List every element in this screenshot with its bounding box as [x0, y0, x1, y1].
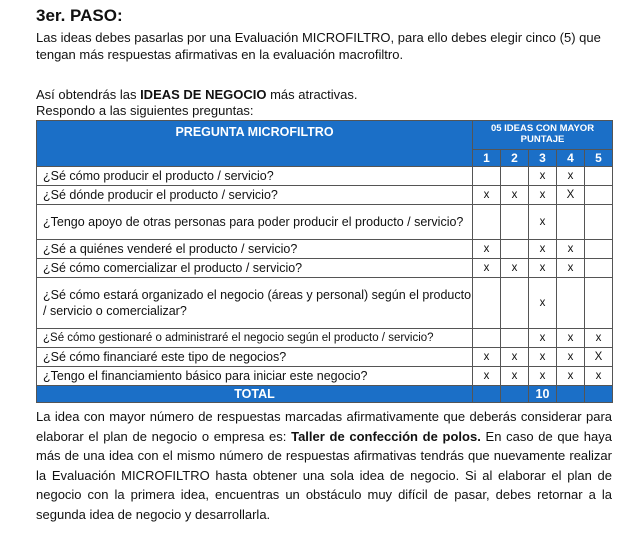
- step-heading: 3er. PASO:: [36, 6, 123, 25]
- question-cell: ¿Sé cómo comercializar el producto / servicio?: [37, 259, 473, 278]
- mark-cell: x: [529, 205, 557, 240]
- mark-cell: x: [473, 259, 501, 278]
- mark-cell: [585, 240, 613, 259]
- ideas-line-suffix: más atractivas.: [266, 87, 358, 102]
- conclusion-paragraph: [36, 407, 612, 525]
- mark-cell: X: [557, 186, 585, 205]
- question-cell: ¿Tengo el financiamiento básico para iniciar este negocio?: [37, 367, 473, 386]
- ideas-line-bold: IDEAS DE NEGOCIO: [140, 87, 267, 102]
- table-row: [37, 329, 613, 348]
- total-row: [37, 386, 613, 403]
- instructions-line: Respondo a las siguientes preguntas:: [36, 103, 254, 118]
- ideas-line: [36, 86, 358, 103]
- mark-cell: x: [473, 348, 501, 367]
- idea-number-header: 4: [557, 150, 585, 167]
- mark-cell: [473, 205, 501, 240]
- total-value-cell: [557, 386, 585, 403]
- mark-cell: x: [501, 367, 529, 386]
- mark-cell: [501, 167, 529, 186]
- idea-number-header: 2: [501, 150, 529, 167]
- intro-paragraph: Las ideas debes pasarlas por una Evaluación MICROFILTRO, para ello debes elegir cinco (5) que tengan más respuestas afirmativas en la evaluación macrofiltro.: [36, 30, 601, 62]
- mark-cell: x: [529, 167, 557, 186]
- mark-cell: x: [585, 367, 613, 386]
- idea-number-header: 3: [529, 150, 557, 167]
- mark-cell: x: [529, 186, 557, 205]
- mark-cell: [501, 205, 529, 240]
- mark-cell: [557, 278, 585, 329]
- table-row: [37, 186, 613, 205]
- table-row: [37, 167, 613, 186]
- mark-cell: [585, 278, 613, 329]
- mark-cell: x: [585, 329, 613, 348]
- total-value-cell: [585, 386, 613, 403]
- table-row: [37, 205, 613, 240]
- idea-number-header: 5: [585, 150, 613, 167]
- table-row: [37, 348, 613, 367]
- selected-idea: Taller de confección de polos.: [291, 428, 481, 444]
- mark-cell: [473, 329, 501, 348]
- table-row: [37, 367, 613, 386]
- question-cell: ¿Sé cómo financiaré este tipo de negocios?: [37, 348, 473, 367]
- mark-cell: [473, 278, 501, 329]
- mark-cell: x: [473, 186, 501, 205]
- question-cell: ¿Tengo apoyo de otras personas para poder producir el producto / servicio?: [37, 205, 473, 240]
- mark-cell: [585, 205, 613, 240]
- mark-cell: x: [529, 278, 557, 329]
- mark-cell: x: [529, 348, 557, 367]
- conclusion-prefix: La idea con mayor número de respuestas marcadas afirmativamente que deberás considerar para elaborar el plan de negocio o empresa es:: [36, 409, 612, 444]
- mark-cell: x: [529, 367, 557, 386]
- total-value-cell: [501, 386, 529, 403]
- mark-cell: [501, 329, 529, 348]
- table-row: [37, 259, 613, 278]
- mark-cell: [557, 205, 585, 240]
- mark-cell: x: [473, 367, 501, 386]
- question-cell: ¿Sé cómo producir el producto / servicio?: [37, 167, 473, 186]
- question-column-header: PREGUNTA MICROFILTRO: [37, 121, 473, 167]
- mark-cell: x: [529, 240, 557, 259]
- ideas-line-prefix: Así obtendrás las: [36, 87, 141, 102]
- mark-cell: [501, 240, 529, 259]
- mark-cell: [585, 186, 613, 205]
- mark-cell: x: [529, 259, 557, 278]
- total-value-cell: 10: [529, 386, 557, 403]
- table-row: [37, 278, 613, 329]
- mark-cell: x: [557, 348, 585, 367]
- mark-cell: [473, 167, 501, 186]
- mark-cell: x: [557, 329, 585, 348]
- mark-cell: x: [557, 259, 585, 278]
- idea-number-header: 1: [473, 150, 501, 167]
- mark-cell: [501, 278, 529, 329]
- mark-cell: X: [585, 348, 613, 367]
- table-row: [37, 240, 613, 259]
- mark-cell: x: [501, 348, 529, 367]
- ideas-column-header: 05 IDEAS CON MAYOR PUNTAJE: [473, 121, 613, 150]
- question-cell: ¿Sé a quiénes venderé el producto / servicio?: [37, 240, 473, 259]
- mark-cell: [585, 259, 613, 278]
- mark-cell: x: [529, 329, 557, 348]
- mark-cell: x: [473, 240, 501, 259]
- question-cell: ¿Sé cómo gestionaré o administraré el negocio según el producto / servicio?: [37, 329, 473, 348]
- mark-cell: x: [557, 240, 585, 259]
- mark-cell: [585, 167, 613, 186]
- mark-cell: x: [501, 259, 529, 278]
- mark-cell: x: [501, 186, 529, 205]
- mark-cell: x: [557, 167, 585, 186]
- conclusion-suffix: En caso de que haya más de una idea con el mismo número de respuestas afirmativas tendrás que nuevamente realizar la Evaluación MICROFILTRO hasta obtener una sola idea de negocio. Si al elaborar el plan de negocio con la primera idea, encuentras un obstáculo muy difícil de pasar, debes retornar a la segunda idea de negocio y desarrollarla.: [36, 428, 612, 522]
- questions-body: [37, 167, 613, 386]
- question-cell: ¿Sé cómo estará organizado el negocio (áreas y personal) según el producto / servicio o comercializar?: [37, 278, 473, 329]
- microfiltro-table: [36, 120, 613, 403]
- total-value-cell: [473, 386, 501, 403]
- mark-cell: x: [557, 367, 585, 386]
- question-cell: ¿Sé dónde producir el producto / servicio?: [37, 186, 473, 205]
- total-label: TOTAL: [37, 386, 473, 403]
